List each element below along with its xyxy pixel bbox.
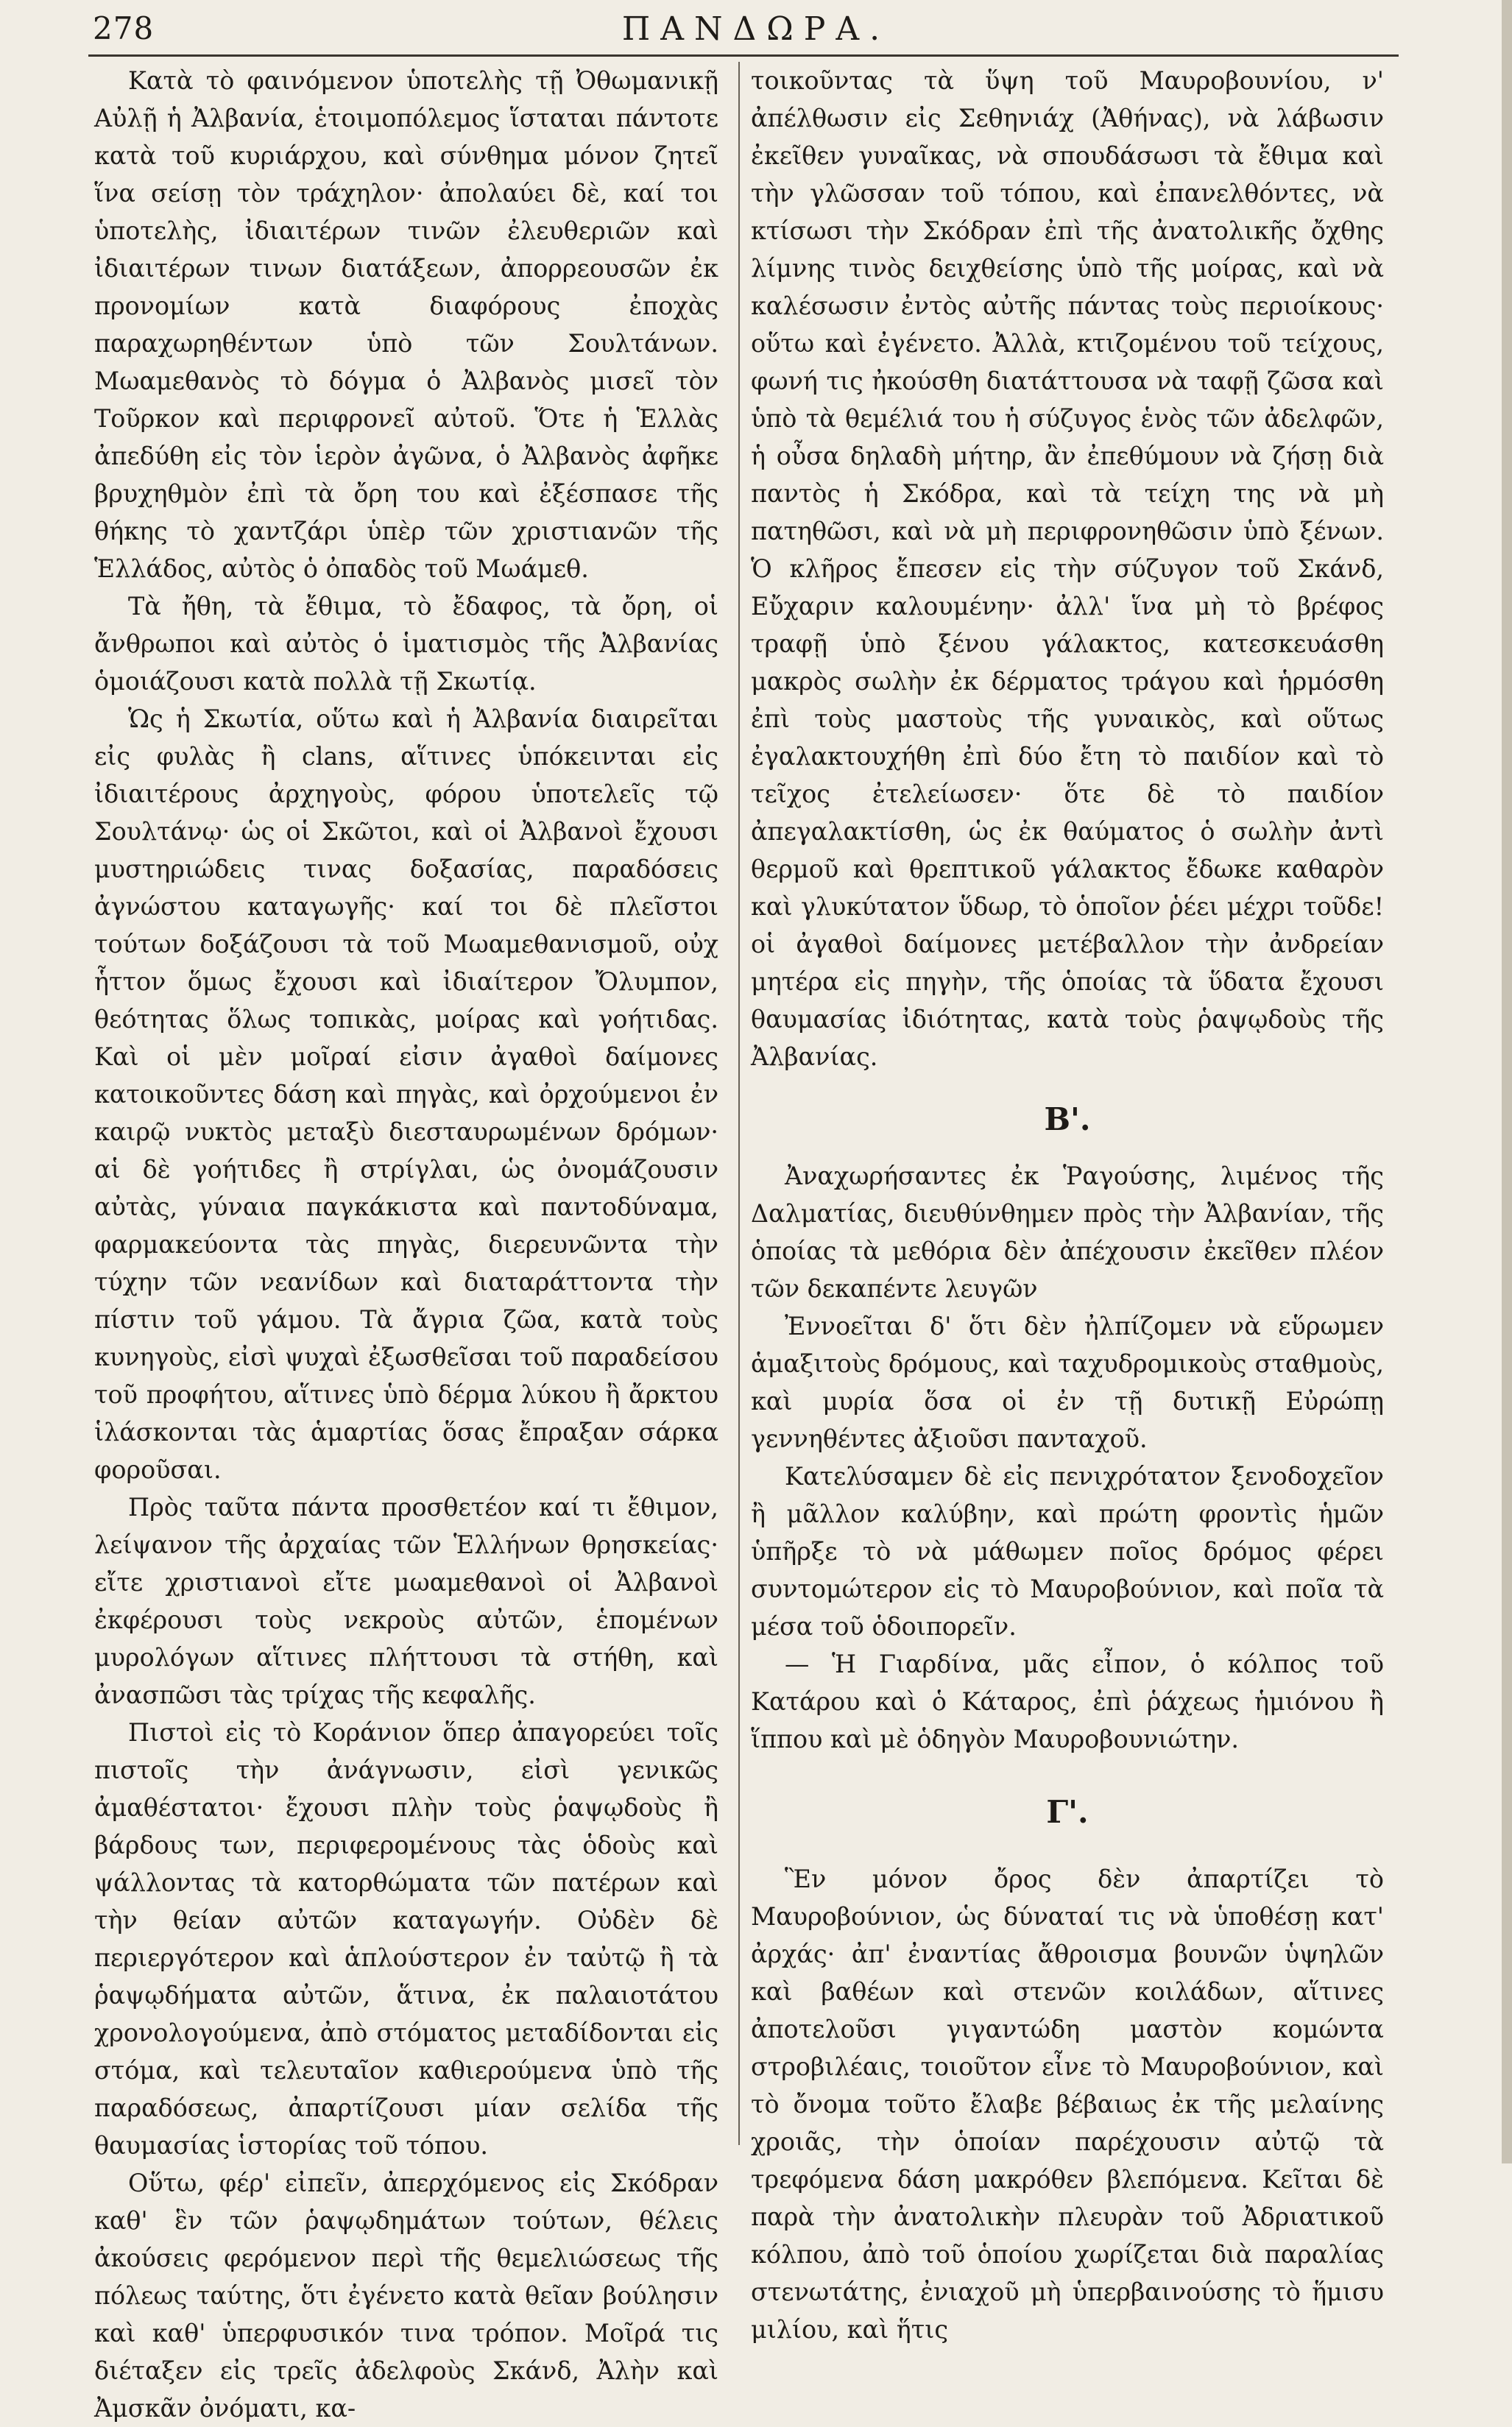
paragraph: Πιστοὶ εἰς τὸ Κοράνιον ὅπερ ἀπαγορεύει τοῖς πιστοῖς τὴν ἀνάγνωσιν, εἰσὶ γενικῶς ἀμαθέστατοι· ἔχουσι πλὴν τοὺς ῥαψῳδοὺς ἢ βάρδους των, περιφερομένους τὰς ὁδοὺς καὶ ψάλλοντας τὰ κατορθώματα τῶν πατέρων καὶ τὴν θείαν αὐτῶν καταγωγήν. Οὐδὲν δὲ περιεργότερον καὶ ἁπλούστερον ἐν ταὐτῷ ἢ τὰ ῥαψῳδήματα αὐτῶν, ἅτινα, ἐκ παλαιοτάτου χρονολογούμενα, ἀπὸ στόματος μεταδίδονται εἰς στόμα, καὶ τελευταῖον καθιερούμενα ὑπὸ τῆς παραδόσεως, ἀπαρτίζουσι μίαν σελίδα τῆς θαυμασίας ἱστορίας τοῦ τόπου. [94, 1718, 718, 2160]
paragraph: Κατελύσαμεν δὲ εἰς πενιχρότατον ξενοδοχεῖον ἢ μᾶλλον καλύβην, καὶ πρώτη φροντὶς ἡμῶν ὑπῆρξε τὸ νὰ μάθωμεν ποῖος δρόμος φέρει συντομώτερον εἰς τὸ Μαυροβούνιον, καὶ ποῖα τὰ μέσα τοῦ ὁδοιπορεῖν. [751, 1462, 1384, 1641]
header-rule [88, 54, 1399, 57]
paragraph: Πρὸς ταῦτα πάντα προσθετέον καί τι ἔθιμον, λείψανον τῆς ἀρχαίας τῶν Ἑλλήνων θρησκείας· εἴτε χριστιανοὶ εἴτε μωαμεθανοὶ οἱ Ἀλβανοὶ ἐκφέρουσι τοὺς νεκροὺς αὐτῶν, ἑπομένων μυρολόγων αἵτινες πλήττουσι τὰ στήθη, καὶ ἀνασπῶσι τὰς τρίχας τῆς κεφαλῆς. [94, 1493, 718, 1709]
running-title: ΠΑΝΔΩΡΑ. [621, 10, 891, 48]
paragraph: — Ἡ Γιαρδίνα, μᾶς εἶπον, ὁ κόλπος τοῦ Κατάρου καὶ ὁ Κάταρος, ἐπὶ ῥάχεως ἡμιόνου ἢ ἵππου καὶ μὲ ὁδηγὸν Μαυροβουνιώτην. [751, 1650, 1384, 1753]
paragraph: Οὕτω, φέρ' εἰπεῖν, ἀπερχόμενος εἰς Σκόδραν καθ' ἓν τῶν ῥαψῳδημάτων τούτων, θέλεις ἀκούσεις φερόμενον περὶ τῆς θεμελιώσεως τῆς πόλεως ταύτης, ὅτι ἐγένετο κατὰ θεῖαν βούλησιν καὶ καθ' ὑπερφυσικόν τινα τρόπον. Μοῖρά τις διέταξεν εἰς τρεῖς ἀδελφοὺς Σκάνδ, Ἀλὴν καὶ Ἀμσκᾶν ὀνόματι, κα- [94, 2169, 718, 2423]
paragraph: Ἓν μόνον ὄρος δὲν ἀπαρτίζει τὸ Μαυροβούνιον, ὡς δύναταί τις νὰ ὑποθέσῃ κατ' ἀρχάς· ἀπ' ἐναντίας ἄθροισμα βουνῶν ὑψηλῶν καὶ βαθέων καὶ στενῶν κοιλάδων, αἵτινες ἀποτελοῦσι γιγαντώδη μαστὸν κομώντα στροβιλέαις, τοιοῦτον εἶνε τὸ Μαυροβούνιον, καὶ τὸ ὄνομα τοῦτο ἔλαβε βέβαιως ἐκ τῆς μελαίνης χροιᾶς, τὴν ὁποίαν παρέχουσιν αὐτῷ τὰ τρεφόμενα δάση μακρόθεν βλεπόμενα. Κεῖται δὲ παρὰ τὴν ἀνατολικὴν πλευρὰν τοῦ Ἀδριατικοῦ κόλπου, ἀπὸ τοῦ ὁποίου χωρίζεται διὰ παραλίας στενωτάτης, ἐνιαχοῦ μὴ ὑπερβαινούσης τὸ ἥμισυ μιλίου, καὶ ἥτις [751, 1865, 1384, 2344]
column-divider [738, 62, 740, 2145]
paragraph: Ὡς ἡ Σκωτία, οὕτω καὶ ἡ Ἀλβανία διαιρεῖται εἰς φυλὰς ἢ clans, αἵτινες ὑπόκεινται εἰς ἰδιαιτέρους ἀρχηγοὺς, φόρου ὑποτελεῖς τῷ Σουλτάνῳ· ὡς οἱ Σκῶτοι, καὶ οἱ Ἀλβανοὶ ἔχουσι μυστηριώδεις τινας δοξασίας, παραδόσεις ἀγνώστου καταγωγῆς· καί τοι δὲ πλεῖστοι τούτων δοξάζουσι τὰ τοῦ Μωαμεθανισμοῦ, οὐχ ἧττον ὅμως ἔχουσι καὶ ἰδιαίτερον Ὄλυμπον, θεότητας ὅλως τοπικὰς, μοίρας καὶ γοήτιδας. Καὶ οἱ μὲν μοῖραί εἰσιν ἀγαθοὶ δαίμονες κατοικοῦντες δάση καὶ πηγὰς, καὶ ὀρχούμενοι ἐν καιρῷ νυκτὸς μεταξὺ διεσταυρωμένων δρόμων· αἱ δὲ γοήτιδες ἢ στρίγλαι, ὡς ὀνομάζουσιν αὐτὰς, γύναια παγκάκιστα καὶ παντοδύναμα, φαρμακεύοντα τὰς πηγὰς, διερευνῶντα τὴν τύχην τῶν νεανίδων καὶ διαταράττοντα τὴν πίστιν τοῦ γάμου. Τὰ ἄγρια ζῶα, κατὰ τοὺς κυνηγοὺς, εἰσὶ ψυχαὶ ἐξωσθεῖσαι τοῦ παραδείσου τοῦ προφήτου, αἵτινες ὑπὸ δέρμα λύκου ἢ ἄρκτου ἱλάσκονται τὰς ἁμαρτίας ὅσας ἔπραξαν σάρκα φοροῦσαι. [94, 704, 718, 1484]
section-heading-c: Γ'. [1046, 1794, 1089, 1830]
page-edge [1502, 0, 1512, 2163]
section-heading-b: Β'. [1044, 1101, 1091, 1137]
page-number: 278 [93, 10, 155, 46]
right-column [751, 62, 1384, 2348]
paragraph: Ἀναχωρήσαντες ἐκ Ῥαγούσης, λιμένος τῆς Δαλματίας, διευθύνθημεν πρὸς τὴν Ἀλβανίαν, τῆς ὁποίας τὰ μεθόρια δὲν ἀπέχουσιν ἐκεῖθεν πλέον τῶν δεκαπέντε λευγῶν [751, 1162, 1384, 1303]
paragraph: Τὰ ἤθη, τὰ ἔθιμα, τὸ ἔδαφος, τὰ ὄρη, οἱ ἄνθρωποι καὶ αὐτὸς ὁ ἱματισμὸς τῆς Ἀλβανίας ὁμοιάζουσι κατὰ πολλὰ τῇ Σκωτίᾳ. [94, 592, 718, 696]
paragraph: τοικοῦντας τὰ ὕψη τοῦ Μαυροβουνίου, ν' ἀπέλθωσιν εἰς Σεθηνιάχ (Ἀθήνας), νὰ λάβωσιν ἐκεῖθεν γυναῖκας, νὰ σπουδάσωσι τὰ ἔθιμα καὶ τὴν γλῶσσαν τοῦ τόπου, καὶ ἐπανελθόντες, νὰ κτίσωσι τὴν Σκόδραν ἐπὶ τῆς ἀνατολικῆς ὄχθης λίμνης τινὸς δειχθείσης ὑπὸ τῆς μοίρας, καὶ νὰ καλέσωσιν ἐντὸς αὐτῆς πάντας τοὺς περιοίκους· οὕτω καὶ ἐγένετο. Ἀλλὰ, κτιζομένου τοῦ τείχους, φωνή τις ἠκούσθη διατάττουσα νὰ ταφῇ ζῶσα καὶ ὑπὸ τὰ θεμέλιά του ἡ σύζυγος ἑνὸς τῶν ἀδελφῶν, ἡ οὖσα δηλαδὴ μήτηρ, ἂν ἐπεθύμουν νὰ ζήσῃ διὰ παντὸς ἡ Σκόδρα, καὶ τὰ τείχη της νὰ μὴ πατηθῶσι, καὶ νὰ μὴ περιφρονηθῶσιν ὑπὸ ξένων. Ὁ κλῆρος ἔπεσεν εἰς τὴν σύζυγον τοῦ Σκάνδ, Εὔχαριν καλουμένην· ἀλλ' ἵνα μὴ τὸ βρέφος τραφῇ ὑπὸ ξένου γάλακτος, κατεσκευάσθη μακρὸς σωλὴν ἐκ δέρματος τράγου καὶ ἡρμόσθη ἐπὶ τοὺς μαστοὺς τῆς γυναικὸς, καὶ οὕτως ἐγαλακτουχήθη ἐπὶ δύο ἔτη τὸ παιδίον καὶ τὸ τεῖχος ἐτελείωσεν· ὅτε δὲ τὸ παιδίον ἀπεγαλακτίσθη, ὡς ἐκ θαύματος ὁ σωλὴν ἀντὶ θερμοῦ καὶ θρεπτικοῦ γάλακτος ἔδωκε καθαρὸν καὶ γλυκύτατον ὕδωρ, τὸ ὁποῖον ῥέει μέχρι τοῦδε! οἱ ἀγαθοὶ δαίμονες μετέβαλλον τὴν ἀνδρείαν μητέρα εἰς πηγὴν, τῆς ὁποίας τὰ ὕδατα ἔχουσι θαυμασίας ἰδιότητας, κατὰ τοὺς ῥαψῳδοὺς τῆς Ἀλβανίας. [751, 66, 1384, 1071]
left-column [94, 62, 718, 2427]
paragraph: Κατὰ τὸ φαινόμενον ὑποτελὴς τῇ Ὀθωμανικῇ Αὐλῇ ἡ Ἀλβανία, ἑτοιμοπόλεμος ἵσταται πάντοτε κατὰ τοῦ κυριάρχου, καὶ σύνθημα μόνον ζητεῖ ἵνα σείσῃ τὸν τράχηλον· ἀπολαύει δὲ, καί τοι ὑποτελὴς, ἰδιαιτέρων τινῶν ἐλευθεριῶν καὶ ἰδιαιτέρων τινων διατάξεων, ἀπορρεουσῶν ἐκ προνομίων κατὰ διαφόρους ἐποχὰς παραχωρηθέντων ὑπὸ τῶν Σουλτάνων. Μωαμεθανὸς τὸ δόγμα ὁ Ἀλβανὸς μισεῖ τὸν Τοῦρκον καὶ περιφρονεῖ αὐτοῦ. Ὅτε ἡ Ἑλλὰς ἀπεδύθη εἰς τὸν ἱερὸν ἀγῶνα, ὁ Ἀλβανὸς ἀφῆκε βρυχηθμὸν ἐπὶ τὰ ὄρη του καὶ ἐξέσπασε τῆς θήκης τὸ χαντζάρι ὑπὲρ τῶν χριστιανῶν τῆς Ἑλλάδος, αὐτὸς ὁ ὀπαδὸς τοῦ Μωάμεθ. [94, 66, 718, 583]
paragraph: Ἐννοεῖται δ' ὅτι δὲν ἠλπίζομεν νὰ εὕρωμεν ἁμαξιτοὺς δρόμους, καὶ ταχυδρομικοὺς σταθμοὺς, καὶ μυρία ὅσα οἱ ἐν τῇ δυτικῇ Εὐρώπῃ γεννηθέντες ἀξιοῦσι πανταχοῦ. [751, 1312, 1384, 1453]
